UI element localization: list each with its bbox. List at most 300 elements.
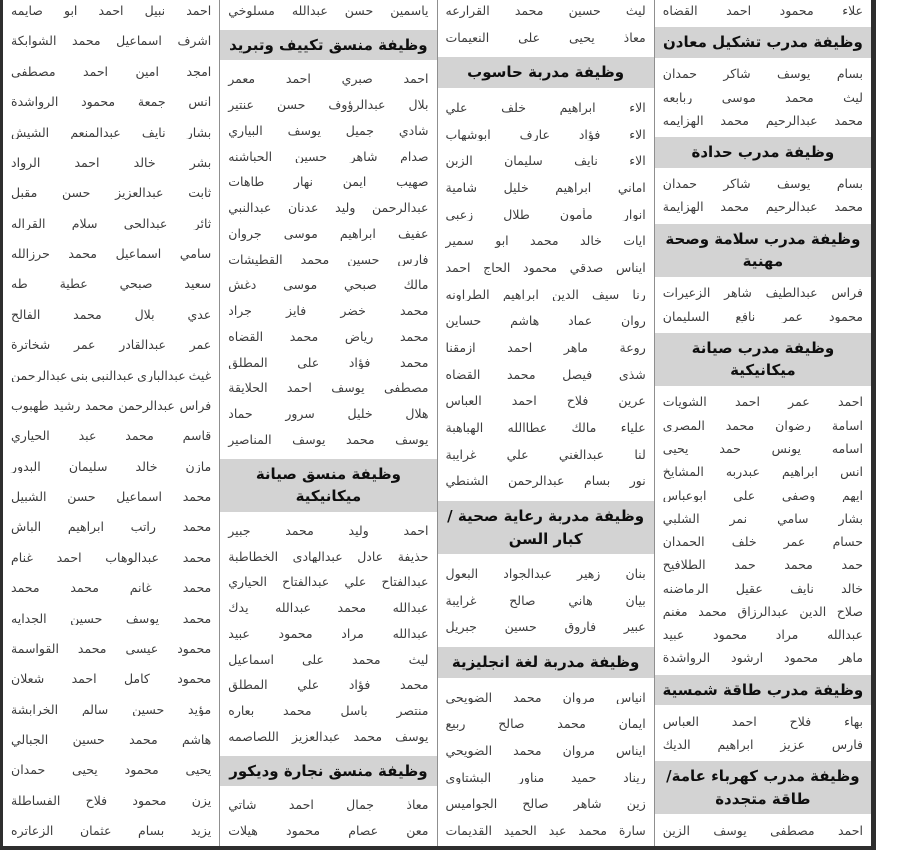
name-row xyxy=(220,601,436,615)
name-word: عبدالرحيم xyxy=(765,113,818,128)
name-word: شاتي xyxy=(228,798,257,812)
name-word: احمد xyxy=(403,523,429,538)
name-word: معاذ xyxy=(623,30,646,45)
name-word: خلف xyxy=(731,535,757,549)
name-word: يحيى xyxy=(185,763,212,778)
name-row xyxy=(3,126,219,140)
name-word: احمد xyxy=(445,260,471,275)
name-word: ايناس xyxy=(615,743,646,758)
name-word: ريناد xyxy=(623,770,646,785)
column-4-leftmost xyxy=(3,0,220,846)
name-word: ايهم xyxy=(841,488,863,503)
name-row xyxy=(220,550,436,564)
name-word: يونس xyxy=(771,441,802,456)
name-word: حسين xyxy=(72,733,105,747)
name-row xyxy=(220,704,436,718)
name-word: البدور xyxy=(11,459,41,474)
name-word: معن xyxy=(406,823,429,838)
name-word: حسين xyxy=(132,702,165,717)
name-word: امين xyxy=(135,64,159,79)
name-row xyxy=(438,717,654,731)
name-word: محمود xyxy=(713,628,748,642)
name-word: فؤاد xyxy=(348,355,371,370)
name-word: ليث xyxy=(625,4,646,18)
name-word: روان xyxy=(621,314,646,329)
name-word: الحلايقة xyxy=(228,381,268,396)
name-word: رنا xyxy=(632,287,646,302)
name-row xyxy=(220,575,436,589)
name-word: هيلات xyxy=(228,823,258,838)
name-word: ربيع xyxy=(445,717,466,731)
name-word: الحاج xyxy=(483,260,511,275)
name-word: حسين xyxy=(347,252,380,267)
name-word: بسام xyxy=(836,177,863,191)
name-word: شادي xyxy=(398,123,429,138)
name-row xyxy=(655,419,871,433)
name-row xyxy=(655,114,871,128)
name-word: احمد xyxy=(286,381,312,396)
name-word: فراس xyxy=(179,398,212,413)
name-word: محمد xyxy=(784,558,813,573)
name-word: محمد xyxy=(834,200,863,215)
name-word: ازمقنا xyxy=(445,341,476,355)
name-word: عبدالنبي xyxy=(91,368,135,383)
name-word: يوسف xyxy=(287,123,321,138)
name-row xyxy=(438,181,654,195)
name-word: حمد xyxy=(719,441,741,456)
name-word: معاذ xyxy=(406,798,429,812)
section-header: وظيفة مدرب تشكيل معادن xyxy=(655,27,871,58)
name-word: القضاه xyxy=(445,367,481,382)
name-word: المطلق xyxy=(228,678,268,693)
name-word: عقيل xyxy=(735,581,763,596)
name-word: الشلبي xyxy=(662,511,700,526)
name-row xyxy=(220,730,436,744)
name-word: خالد xyxy=(841,581,863,596)
name-word: بسام xyxy=(584,474,611,489)
name-word: محمد xyxy=(300,252,330,267)
name-word: الحياري xyxy=(11,429,50,443)
name-row xyxy=(655,628,871,642)
name-word: يحيى xyxy=(72,763,98,778)
name-word: عمر xyxy=(781,309,803,324)
name-word: عبدالوهاب xyxy=(105,550,159,565)
name-row xyxy=(655,558,871,572)
name-word: نبيل xyxy=(144,4,166,18)
name-word: طاهات xyxy=(228,175,265,190)
name-word: الزعيرات xyxy=(662,286,711,301)
name-row xyxy=(220,253,436,267)
name-word: حسين xyxy=(568,4,601,18)
name-row xyxy=(3,95,219,109)
name-word: الاء xyxy=(629,127,646,142)
name-word: علي xyxy=(297,355,320,370)
name-word: عبدالله xyxy=(275,601,312,615)
name-row xyxy=(220,824,436,838)
name-word: سليمان xyxy=(504,154,543,168)
name-word: يوسف xyxy=(777,177,811,191)
name-row xyxy=(438,824,654,838)
name-row xyxy=(655,395,871,409)
name-word: الزبن xyxy=(445,154,473,168)
name-word: بعاره xyxy=(228,704,255,718)
name-word: الباش xyxy=(11,520,42,535)
name-word: مصطفى xyxy=(383,381,429,396)
name-row xyxy=(438,101,654,115)
name-word: عبدالحي xyxy=(123,216,168,231)
name-word: بيان xyxy=(625,593,646,608)
name-word: محمد xyxy=(513,690,542,705)
name-word: محمد xyxy=(399,329,429,344)
name-word: المشايخ xyxy=(662,465,704,479)
name-word: صبري xyxy=(341,72,373,87)
name-word: ثابت xyxy=(188,186,212,200)
name-word: عبدالقادر xyxy=(119,338,166,352)
name-word: اسماعيل xyxy=(116,34,162,49)
name-word: راتب xyxy=(130,520,156,535)
name-row xyxy=(438,368,654,382)
name-word: سلام xyxy=(71,216,98,231)
name-word: الشيش xyxy=(11,125,50,140)
name-row xyxy=(3,156,219,170)
name-word: صدام xyxy=(400,149,429,164)
name-word: سالم xyxy=(81,702,109,717)
name-word: عزيز xyxy=(780,738,806,752)
section-header: وظيفة منسق صيانة ميكانيكية xyxy=(220,459,436,512)
name-word: محمد xyxy=(182,520,212,535)
name-row xyxy=(220,98,436,112)
name-word: صلاح xyxy=(836,604,863,619)
name-row xyxy=(438,314,654,328)
name-row xyxy=(220,150,436,164)
name-word: فارس xyxy=(397,252,429,267)
name-word: يزيد xyxy=(190,824,212,838)
name-word: كامل xyxy=(123,672,150,686)
name-row xyxy=(3,824,219,838)
name-word: باسل xyxy=(340,704,368,718)
name-row xyxy=(655,512,871,526)
section-header: وظيفة مدرب صيانة ميكانيكية xyxy=(655,333,871,386)
name-word: بشار xyxy=(838,511,863,526)
name-word: ربابعه xyxy=(662,90,693,105)
name-word: الفساطلة xyxy=(11,793,61,808)
name-word: البشتاوي xyxy=(445,770,492,785)
name-word: محمد xyxy=(346,433,375,447)
name-word: ثائر xyxy=(193,216,212,231)
name-word: البياري xyxy=(228,123,263,138)
name-word: بهاء xyxy=(844,714,863,729)
name-word: العباس xyxy=(662,714,699,729)
name-word: محمد xyxy=(399,678,429,693)
name-word: محمود xyxy=(784,651,819,666)
name-word: ابراهيم xyxy=(717,738,754,752)
name-word: حسام xyxy=(832,535,863,549)
section-header: وظيفة مدرب طاقة شمسية xyxy=(655,675,871,706)
name-word: محمد xyxy=(399,355,429,370)
name-word: محمد xyxy=(182,581,212,595)
name-word: القرارعه xyxy=(445,4,490,18)
name-word: عبدالفتاح xyxy=(381,575,429,590)
name-word: انس xyxy=(840,465,863,479)
name-word: عبد xyxy=(78,429,97,443)
name-word: حسن xyxy=(67,490,96,504)
name-word: عبير xyxy=(623,620,646,635)
name-word: بسام xyxy=(836,67,863,82)
name-word: جميل xyxy=(345,123,374,138)
section-header: وظيفة مدربة رعاية صحية /كبار السن xyxy=(438,501,654,554)
name-row xyxy=(438,421,654,435)
name-word: علي xyxy=(344,575,367,590)
name-word: مروان xyxy=(562,743,595,758)
name-row xyxy=(3,703,219,717)
name-word: الرماضنه xyxy=(662,581,709,596)
name-word: ابراهيم xyxy=(559,100,596,115)
name-word: عبدالله xyxy=(291,4,328,18)
name-word: عبدالطيف xyxy=(765,286,818,301)
name-word: عيسى xyxy=(125,641,159,656)
name-word: عمر xyxy=(73,338,96,352)
name-row xyxy=(438,744,654,758)
name-row xyxy=(655,535,871,549)
name-word: خليل xyxy=(503,180,529,195)
name-word: نور xyxy=(629,474,646,489)
name-word: الحمدان xyxy=(662,535,705,549)
name-row xyxy=(3,247,219,261)
name-word: عبيد xyxy=(662,628,685,642)
name-word: علي xyxy=(302,652,325,667)
name-row xyxy=(3,308,219,322)
name-word: علي xyxy=(518,30,541,45)
name-word: ابراهيم xyxy=(67,520,104,535)
name-row xyxy=(3,551,219,565)
name-word: عطاالله xyxy=(507,421,548,435)
name-word: اسماعيل xyxy=(115,247,162,261)
name-word: عبدالرحيم xyxy=(765,200,818,215)
name-row xyxy=(220,304,436,318)
name-word: بسام xyxy=(138,824,165,838)
name-word: القطيشات xyxy=(228,252,283,267)
name-word: السليمان xyxy=(662,309,710,324)
name-word: عدي xyxy=(187,307,212,322)
name-word: قاسم xyxy=(182,429,212,443)
name-word: اسامه xyxy=(831,441,863,456)
name-word: مأمون xyxy=(559,207,593,222)
name-word: صالح xyxy=(522,797,549,812)
name-word: جروان xyxy=(228,226,262,241)
name-word: هلال xyxy=(405,407,429,421)
name-word: مؤيد xyxy=(188,702,212,717)
name-word: يوسف xyxy=(777,67,811,82)
name-row xyxy=(3,338,219,352)
name-word: ابراهيم xyxy=(782,465,819,479)
name-word: محمد xyxy=(506,367,536,382)
name-word: علاء xyxy=(842,4,863,18)
name-word: اسامة xyxy=(831,418,863,433)
column-2-second-from-right xyxy=(438,0,655,846)
name-word: صدقي xyxy=(569,260,604,275)
name-word: حسين xyxy=(294,149,327,164)
name-word: دغش xyxy=(228,278,257,293)
name-row xyxy=(220,201,436,215)
name-word: علي xyxy=(445,100,468,115)
name-row xyxy=(655,286,871,300)
name-word: محمد xyxy=(182,611,212,626)
name-word: الرواشدة xyxy=(662,651,711,666)
name-word: عبدالرحمن xyxy=(11,368,68,383)
name-word: العباس xyxy=(445,394,482,409)
name-word: رشيد xyxy=(53,398,81,413)
name-row xyxy=(655,310,871,324)
name-word: عطية xyxy=(59,277,88,292)
name-word: عبدالله xyxy=(392,626,429,641)
name-word: خضر xyxy=(340,304,366,318)
name-word: محمد xyxy=(352,652,381,667)
name-word: عبدالمنعم xyxy=(70,125,121,140)
name-row xyxy=(220,72,436,86)
name-word: نافع xyxy=(735,309,756,324)
name-word: يزن xyxy=(191,793,212,808)
name-row xyxy=(220,433,436,447)
name-word: الزعاتره xyxy=(11,824,54,838)
name-word: محمد xyxy=(720,200,749,215)
name-word: محمود xyxy=(81,95,116,109)
name-word: فاروق xyxy=(564,620,597,635)
name-word: اسماعيل xyxy=(228,652,274,667)
name-word: صالح xyxy=(498,717,525,731)
name-word: احمد xyxy=(74,155,100,170)
name-row xyxy=(438,288,654,302)
name-word: انياس xyxy=(615,690,646,705)
name-word: بنان xyxy=(625,567,646,581)
name-row xyxy=(3,581,219,595)
name-word: محمد xyxy=(182,550,212,565)
name-word: نايف xyxy=(574,154,598,168)
name-word: غانم xyxy=(129,581,152,595)
name-word: زهير xyxy=(577,567,601,581)
name-word: عبدالنبي xyxy=(228,201,272,215)
name-word: ايات xyxy=(623,234,646,248)
name-row xyxy=(220,278,436,292)
name-row xyxy=(220,175,436,189)
name-word: عمر xyxy=(788,395,810,410)
name-word: احمد xyxy=(56,550,82,565)
name-word: محمود xyxy=(124,763,159,778)
name-word: محمد xyxy=(182,490,212,504)
name-word: الاء xyxy=(629,100,646,115)
name-word: محمد xyxy=(785,90,814,105)
name-word: محمد xyxy=(557,717,586,731)
name-word: مالك xyxy=(571,421,597,435)
section-header: وظيفة منسق نجارة وديكور xyxy=(220,756,436,787)
name-row xyxy=(3,429,219,443)
name-word: محمود xyxy=(828,309,863,324)
name-word: عبدالله xyxy=(392,601,429,615)
name-word: سامي xyxy=(777,511,809,526)
name-word: نايف xyxy=(790,581,814,596)
name-word: احمد xyxy=(98,4,124,18)
name-row xyxy=(438,771,654,785)
name-word: المناصير xyxy=(228,433,272,447)
name-word: الخطاطبة xyxy=(228,549,279,564)
name-word: فؤاد xyxy=(348,678,371,693)
name-word: رضوان xyxy=(775,418,811,433)
name-row xyxy=(3,612,219,626)
name-word: مغنم xyxy=(662,604,688,619)
name-word: محمد xyxy=(725,418,755,433)
name-word: احمد xyxy=(838,823,863,838)
name-word: ايمن xyxy=(342,175,367,190)
name-word: فراس xyxy=(831,286,863,301)
name-word: الشنطي xyxy=(445,474,489,489)
name-word: شعلان xyxy=(11,672,45,686)
name-word: محمد xyxy=(77,641,107,656)
name-word: فيصل xyxy=(562,367,593,382)
name-word: اماني xyxy=(617,180,646,195)
name-word: يحيى xyxy=(662,441,689,456)
name-word: مراد xyxy=(341,626,364,641)
name-word: الفالح xyxy=(11,307,41,322)
name-word: غيث xyxy=(188,368,212,383)
name-word: بلال xyxy=(408,98,429,112)
name-word: حميد xyxy=(571,770,597,785)
name-row xyxy=(655,465,871,479)
name-word: يوسف xyxy=(292,433,326,447)
name-word: غرايبة xyxy=(445,593,477,608)
name-word: انس xyxy=(188,95,212,109)
name-row xyxy=(3,460,219,474)
name-word: القديمات xyxy=(445,824,492,838)
name-word: ابوشهاب xyxy=(445,127,491,142)
name-word: يوسف xyxy=(331,381,365,396)
name-word: محمد xyxy=(530,234,559,248)
name-word: مراد xyxy=(775,628,799,642)
name-word: الضويحي xyxy=(445,690,493,705)
name-word: حماد xyxy=(228,407,253,421)
name-word: الشويات xyxy=(662,395,707,410)
name-word: المطلق xyxy=(228,355,268,370)
name-row xyxy=(3,4,219,18)
name-row xyxy=(220,4,436,18)
name-row xyxy=(438,567,654,581)
name-word: يدك xyxy=(228,601,249,615)
name-word: جمال xyxy=(346,798,375,812)
name-word: احمد xyxy=(285,72,311,87)
name-word: محمد xyxy=(73,307,102,322)
name-row xyxy=(220,653,436,667)
name-row xyxy=(3,520,219,534)
name-word: خلف xyxy=(501,100,526,115)
name-row xyxy=(220,227,436,241)
name-word: اشرف xyxy=(177,34,212,49)
name-row xyxy=(438,31,654,45)
name-word: الهزايمه xyxy=(662,113,704,128)
name-word: محمد xyxy=(720,113,749,128)
name-word: عرين xyxy=(618,394,646,409)
name-word: عبدالهادي xyxy=(292,549,343,564)
section-header: وظيفة مدرب كهرباء عامة/ طاقة متجددة xyxy=(655,761,871,814)
name-word: محمد xyxy=(85,398,114,413)
name-row xyxy=(438,594,654,608)
name-word: صبحي xyxy=(343,278,377,293)
name-row xyxy=(655,738,871,752)
name-word: احمد xyxy=(83,64,109,79)
name-word: الرواد xyxy=(11,155,41,170)
name-word: سيف xyxy=(592,287,620,302)
name-word: علياء xyxy=(620,421,646,435)
name-row xyxy=(220,330,436,344)
name-word: سليمان xyxy=(68,459,108,474)
name-row xyxy=(438,208,654,222)
